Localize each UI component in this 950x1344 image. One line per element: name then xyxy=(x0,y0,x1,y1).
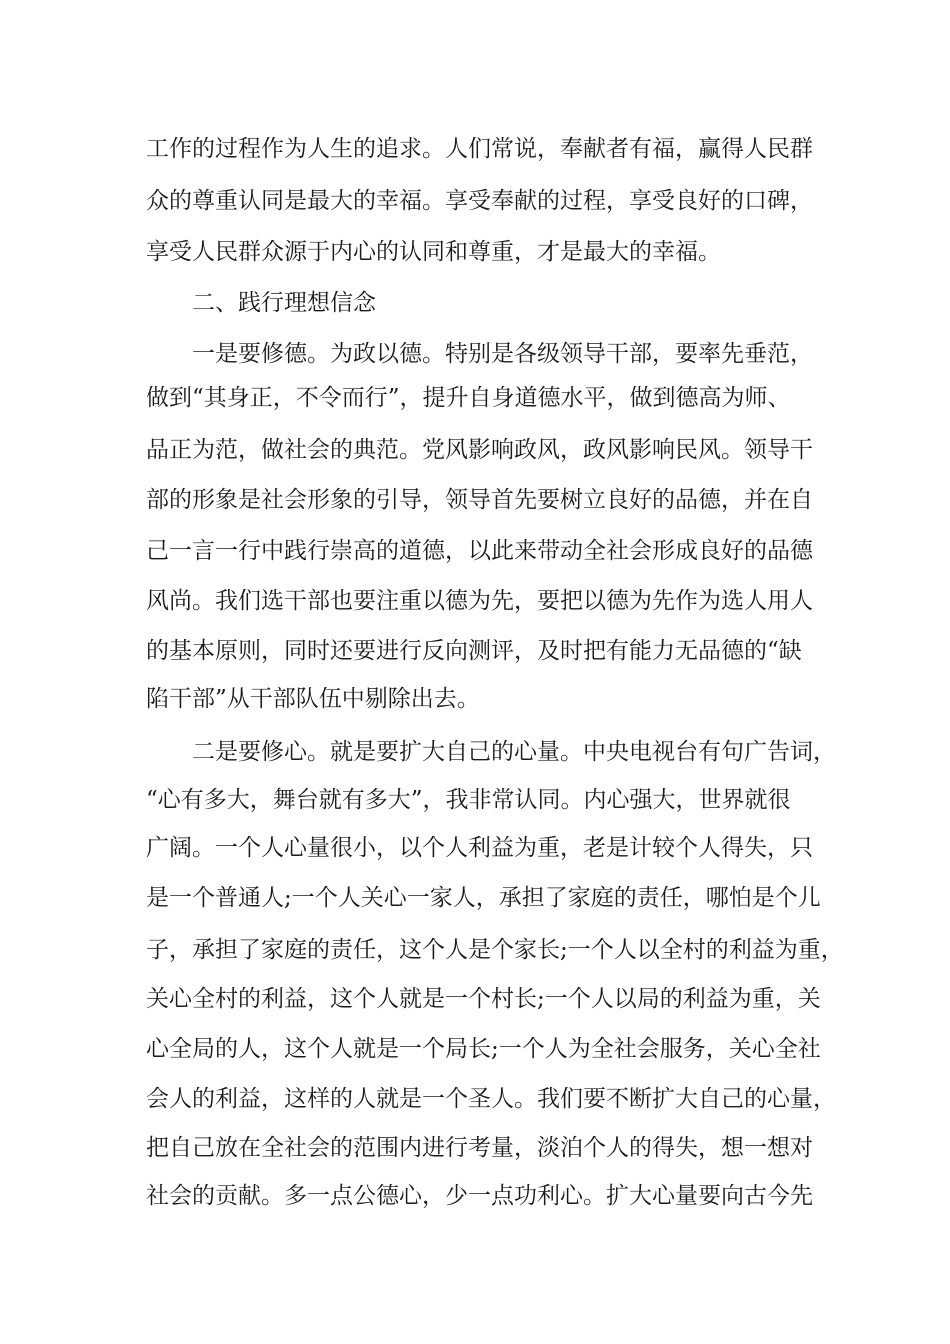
text-line: 部的形象是社会形象的引导，领导首先要树立良好的品德，并在自 xyxy=(146,487,813,513)
text-line: 陷干部”从干部队伍中剔除出去。 xyxy=(146,686,480,712)
text-line: 心全局的人，这个人就是一个局长;一个人为全社会服务，关心全社 xyxy=(146,1036,821,1062)
text-line: 享受人民群众源于内心的认同和尊重，才是最大的幸福。 xyxy=(146,239,721,265)
text-line: 是一个普通人;一个人关心一家人，承担了家庭的责任，哪怕是个儿 xyxy=(146,885,821,911)
text-line: 品正为范，做社会的典范。党风影响政风，政风影响民风。领导干 xyxy=(146,437,813,463)
text-line: 己一言一行中践行崇高的道德，以此来带动全社会形成良好的品德 xyxy=(146,538,813,564)
text-line: 会人的利益，这样的人就是一个圣人。我们要不断扩大自己的心量， xyxy=(146,1086,836,1112)
text-line: 子，承担了家庭的责任，这个人是个家长;一个人以全村的利益为重， xyxy=(146,937,844,963)
text-line: 工作的过程作为人生的追求。人们常说，奉献者有福，赢得人民群 xyxy=(146,136,813,162)
text-line: 风尚。我们选干部也要注重以德为先，要把以德为先作为选人用人 xyxy=(146,588,813,614)
text-line: 社会的贡献。多一点公德心，少一点功利心。扩大心量要向古今先 xyxy=(146,1183,813,1209)
text-line: 关心全村的利益，这个人就是一个村长;一个人以局的利益为重，关 xyxy=(146,986,821,1012)
text-line: 二是要修心。就是要扩大自己的心量。中央电视台有句广告词， xyxy=(192,739,836,765)
text-line: 众的尊重认同是最大的幸福。享受奉献的过程，享受良好的口碑， xyxy=(146,188,813,214)
text-line: 做到“其身正，不令而行”，提升自身道德水平，做到德高为师、 xyxy=(146,385,791,411)
text-line: 的基本原则，同时还要进行反向测评，及时把有能力无品德的“缺 xyxy=(146,638,802,664)
section-heading: 二、践行理想信念 xyxy=(192,290,376,316)
text-line: 把自己放在全社会的范围内进行考量，淡泊个人的得失，想一想对 xyxy=(146,1135,813,1161)
text-line: 一是要修德。为政以德。特别是各级领导干部，要率先垂范， xyxy=(192,341,813,367)
text-line: “心有多大，舞台就有多大”，我非常认同。内心强大，世界就很 xyxy=(146,787,791,813)
text-line: 广阔。一个人心量很小，以个人利益为重，老是计较个人得失，只 xyxy=(146,835,813,861)
